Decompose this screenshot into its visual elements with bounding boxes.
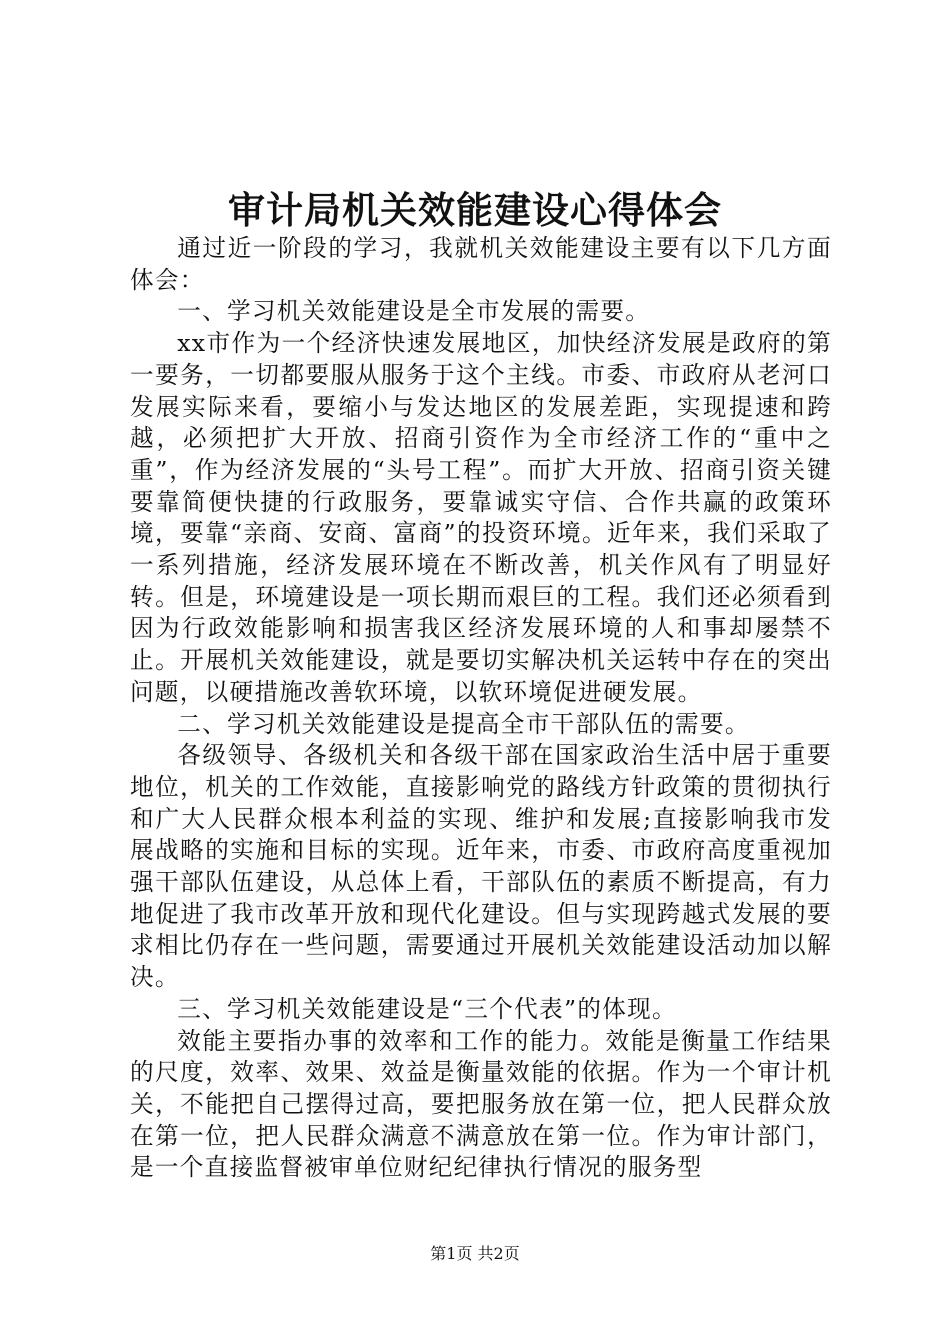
document-title: 审计局机关效能建设心得体会 (228, 188, 722, 232)
section-paragraph-2: 各级领导、各级机关和各级干部在国家政治生活中居于重要地位，机关的工作效能，直接影响党的路线方针政策的贯彻执行和广大人民群众根本利益的实现、维护和发展;直接影响我市发展战略的实施和目标的实现。近年来，市委、市政府高度重视加强干部队伍建设，从总体上看，干部队伍的素质不断提高，有力地促进了我市改革开放和现代化建设。但与实现跨越式发展的要求相比仍存在一些问题，需要通过开展机关效能建设活动加以解决。 (130, 741, 832, 992)
intro-paragraph: 通过近一阶段的学习，我就机关效能建设主要有以下几方面体会： (130, 234, 832, 294)
section-paragraph-1: xx市作为一个经济快速发展地区，加快经济发展是政府的第一要务，一切都要服从服务于这个主线。市委、市政府从老河口发展实际来看，要缩小与发达地区的发展差距，实现提速和跨越，必须把扩大开放、招商引资作为全市经济工作的“重中之重”，作为经济发展的“头号工程”。而扩大开放、招商引资关键要靠简便快捷的行政服务，要靠诚实守信、合作共赢的政策环境，要靠“亲商、安商、富商”的投资环境。近年来，我们采取了一系列措施，经济发展环境在不断改善，机关作风有了明显好转。但是，环境建设是一项长期而艰巨的工程。我们还必须看到因为行政效能影响和损害我区经济发展环境的人和事却屡禁不止。开展机关效能建设，就是要切实解决机关运转中存在的突出问题，以硬措施改善软环境，以软环境促进硬发展。 (130, 329, 832, 706)
section-paragraph-3: 效能主要指办事的效率和工作的能力。效能是衡量工作结果的尺度，效率、效果、效益是衡量效能的依据。作为一个审计机关，不能把自己摆得过高，要把服务放在第一位，把人民群众放在第一位，把人民群众满意不满意放在第一位。作为审计部门，是一个直接监督被审单位财纪纪律执行情况的服务型 (130, 1026, 832, 1182)
document-body (130, 233, 832, 1184)
section-heading-1: 一、学习机关效能建设是全市发展的需要。 (177, 297, 651, 326)
section-heading-2: 二、学习机关效能建设是提高全市干部队伍的需要。 (177, 709, 750, 738)
page-number-footer: 第1页 共2页 (430, 1244, 520, 1263)
section-heading-3: 三、学习机关效能建设是“三个代表”的体现。 (177, 994, 677, 1023)
